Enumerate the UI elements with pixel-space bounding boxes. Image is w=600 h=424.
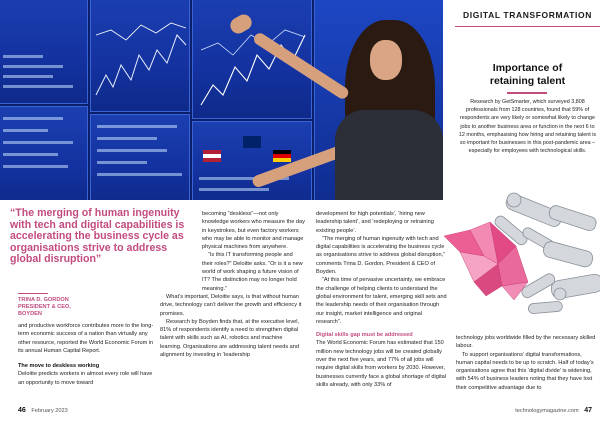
flag-icon	[273, 150, 291, 162]
page-number: 46	[18, 407, 26, 414]
section-divider	[455, 26, 600, 27]
body-paragraph: “At this time of pervasive uncertainty, we embrace the challenge of helping clients to understand the global environment for talent, emerging skill sets and the leadership needs of their organisation through our insight, market intelligence and original research”.	[316, 277, 447, 325]
person-figure	[370, 40, 402, 80]
hero-photo	[0, 0, 443, 200]
sidebar-heading-line: retaining talent	[489, 75, 566, 87]
attribution-divider	[18, 293, 48, 294]
display-screen	[90, 114, 190, 200]
body-paragraph: technology jobs worldwide filled by the necessary skilled labour.	[456, 335, 596, 350]
body-column	[316, 210, 448, 389]
chart-graphic	[91, 0, 191, 113]
body-paragraph: To support organisations’ digital transformations, human capital needs to be up to scratch. Half of today’s organisations agree that this ‘digital divide’ is widening, with 54% of business leaders noting that they have lost their competitive advantage due to	[456, 351, 594, 391]
subheading: Digital skills gap must be addressed	[316, 332, 413, 339]
attribution-company: BOYDEN	[18, 311, 42, 317]
body-paragraph: and productive workforce contributes more to the long-term economic success of a nation than virtually any other resource, reported the World Economic Forum in its annual Human Capital Report.	[18, 323, 154, 354]
attribution-title: PRESIDENT & CEO,	[18, 304, 71, 310]
sidebar-body: Research by GetSmarter, which surveyed 3,808 professionals from 128 countries, found that 59% of respondents are very likely or somewhat likely to change jobs to another business area or function in the next 6 to 12 months, emphasising how hiring and retaining talent is so important for businesses in this post-pandemic area – especially for employees with technological skills.	[458, 99, 597, 155]
pull-quote: “The merging of human ingenuity with tech and digital capabilities is accelerating the business cycle as organisations strive to address global disruption”	[10, 207, 185, 266]
body-column	[18, 322, 158, 387]
sidebar-heading	[465, 62, 590, 88]
robot-hand-illustration	[440, 186, 600, 326]
body-paragraph: becoming “deskless”—not only knowledge workers who measure the day in keystrokes, but even factory workers who may be able to monitor and manage physical machines from anywhere.	[202, 211, 305, 251]
flag-icon	[203, 150, 221, 162]
footer-right	[515, 407, 592, 414]
display-screen	[0, 0, 88, 104]
site-name: technologymagazine.com	[515, 408, 579, 414]
sidebar-heading-line: Importance of	[492, 62, 563, 74]
attribution	[18, 297, 71, 318]
body-paragraph: What’s important, Deloitte says, is that without human drive, technology can’t deliver the growth and efficiency it promises.	[160, 293, 302, 317]
body-column	[456, 334, 596, 392]
body-paragraph: “The merging of human ingenuity with tech and digital capabilities is accelerating the business cycle as organisations strive to address global disruption,” comments Trina D. Gordon, President & CEO of Boyden.	[316, 235, 446, 276]
attribution-name: TRINA D. GORDON	[18, 297, 69, 303]
display-screen	[0, 106, 88, 200]
body-column	[160, 210, 305, 359]
display-screen	[90, 0, 190, 112]
sidebar-divider	[507, 92, 547, 94]
person-figure	[335, 110, 443, 200]
body-paragraph: development for high potentials’, ‘hiring new leadership talent’, and ‘redeploying or retraining existing people’.	[316, 211, 434, 234]
subheading: The move to deskless working	[18, 363, 100, 370]
body-paragraph: Research by Boyden finds that, at the executive level, 81% of respondents identify a need to strengthen digital talent with skills such as AI, robotics and machine learning. Organisations are addressing talent needs and alignment by investing in ‘leadership	[160, 318, 300, 359]
page-number: 47	[584, 407, 592, 414]
body-paragraph: Deloitte predicts workers in almost every role will have an opportunity to move toward	[18, 371, 153, 386]
issue-date: February 2023	[31, 408, 68, 414]
body-paragraph: The World Economic Forum has estimated that 150 million new technology jobs will be created globally over the next five years, and 77% of all jobs will require digital skills from workers by 2030. However, businesses currently face a global shortage of digital skills already, with only 33% of	[316, 340, 446, 388]
flag-icon	[243, 136, 261, 148]
body-paragraph: “Is this IT transforming people and their roles?” Deloitte asks. “Or is it a new world of work shaping a future vision of IT? The distinction may no longer hold meaning.”	[202, 252, 303, 292]
section-label: DIGITAL TRANSFORMATION	[463, 10, 592, 20]
footer-left	[18, 407, 68, 414]
